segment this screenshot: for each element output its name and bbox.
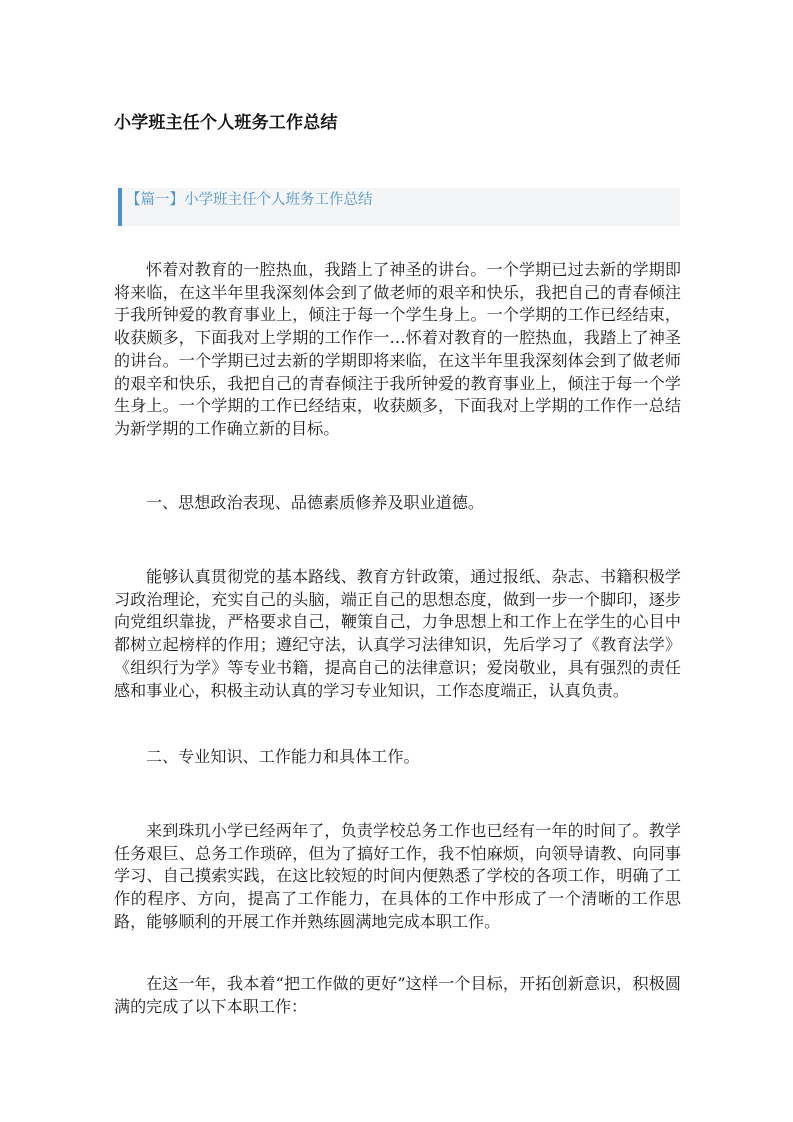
paragraph-goals: 在这一年，我本着“把工作做的更好”这样一个目标，开拓创新意识，积极圆满的完成了以下本职工作： — [114, 974, 681, 1016]
section-heading-1: 一、思想政治表现、品德素质修养及职业道德。 — [146, 493, 484, 512]
section-banner — [118, 188, 680, 226]
paragraph-work: 来到珠玑小学已经两年了，负责学校总务工作也已经有一年的时间了。教学任务艰巨、总务工作琐碎，但为了搞好工作，我不怕麻烦，向领导请教、向同事学习、自己摸索实践，在这比较短的时间内便熟悉了学校的各项工作，明确了工作的程序、方向，提高了工作能力，在具体的工作中形成了一个清晰的工作思路，能够顺利的开展工作并熟练圆满地完成本职工作。 — [114, 821, 681, 931]
section-heading-2: 二、专业知识、工作能力和具体工作。 — [146, 747, 420, 766]
paragraph-intro: 怀着对教育的一腔热血，我踏上了神圣的讲台。一个学期已过去新的学期即将来临，在这半年里我深刻体会到了做老师的艰辛和快乐，我把自己的青春倾注于我所钟爱的教育事业上，倾注于每一个学生身上。一个学期的工作已经结束，收获颇多，下面我对上学期的工作作一…怀着对教育的一腔热血，我踏上了神圣的讲台。一个学期已过去新的学期即将来临，在这半年里我深刻体会到了做老师的艰辛和快乐，我把自己的青春倾注于我所钟爱的教育事业上，倾注于每一个学生身上。一个学期的工作已经结束，收获颇多，下面我对上学期的工作作一总结为新学期的工作确立新的目标。 — [114, 260, 681, 438]
paragraph-political: 能够认真贯彻党的基本路线、教育方针政策，通过报纸、杂志、书籍积极学习政治理论，充实自己的头脑，端正自己的思想态度，做到一步一个脚印，逐步向党组织靠拢，严格要求自己，鞭策自己，力争思想上和工作上在学生的心目中都树立起榜样的作用；遵纪守法，认真学习法律知识，先后学习了《教育法学》《组织行为学》等专业书籍，提高自己的法律意识；爱岗敬业，具有强烈的责任感和事业心，积极主动认真的学习专业知识，工作态度端正，认真负责。 — [114, 567, 681, 700]
document-title: 小学班主任个人班务工作总结 — [114, 113, 338, 133]
section-banner-title: 【篇一】小学班主任个人班务工作总结 — [126, 192, 373, 208]
